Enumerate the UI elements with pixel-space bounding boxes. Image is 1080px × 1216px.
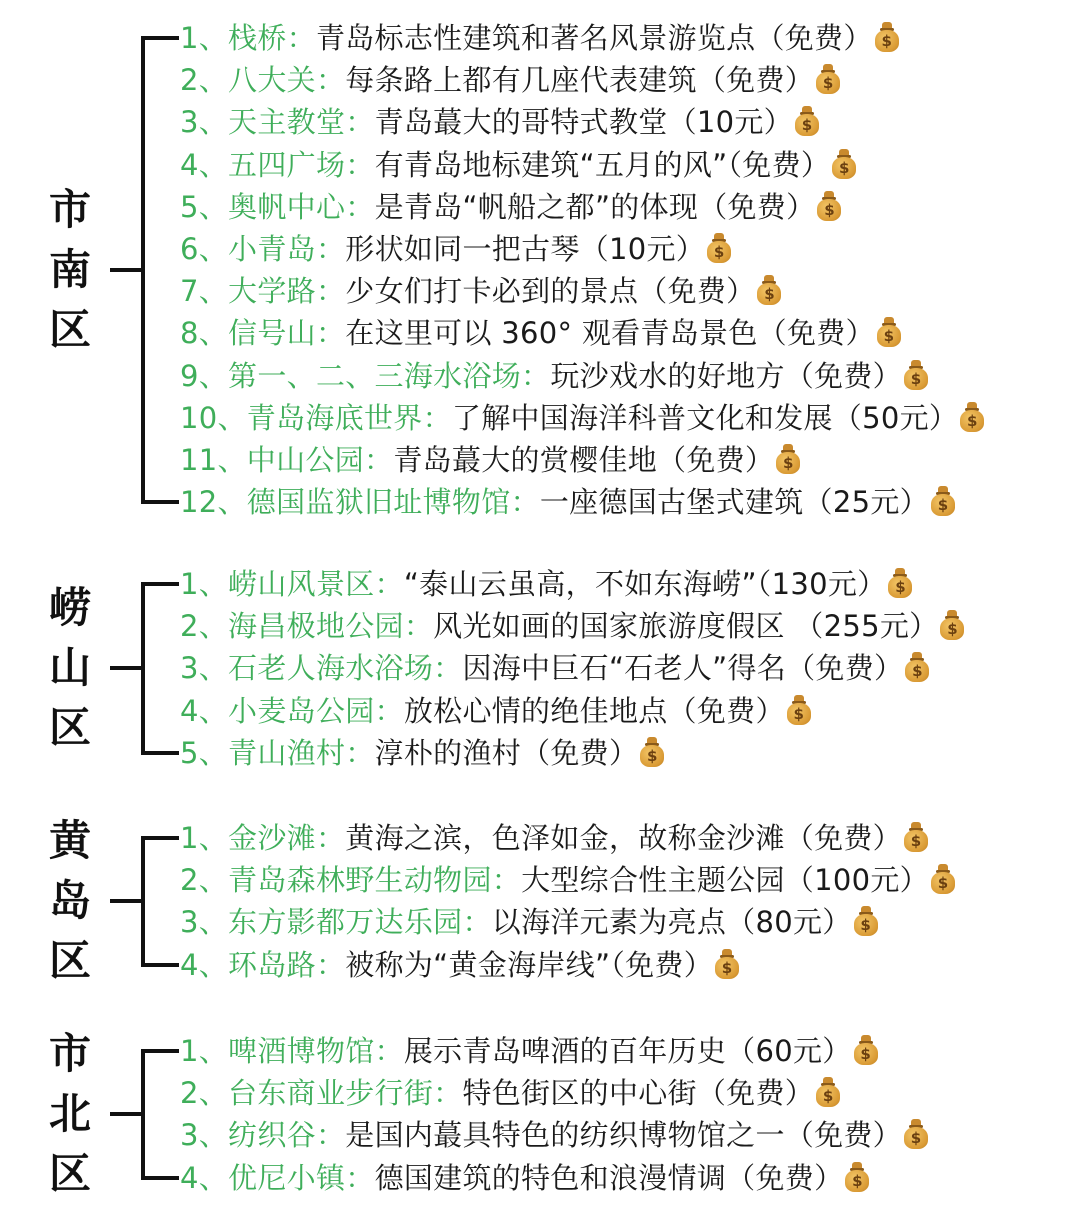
money-bag-icon: [794, 106, 820, 136]
attraction-name: 4、优尼小镇：: [180, 1160, 375, 1195]
attraction-item: [180, 144, 857, 186]
attraction-description: 少女们打卡必到的景点（免费）: [345, 274, 756, 309]
money-bag-icon: [876, 317, 902, 347]
attraction-item: [180, 901, 879, 943]
money-bag-icon: [775, 444, 801, 474]
attraction-name: 4、小麦岛公园：: [180, 693, 404, 728]
bracket-tick: [141, 36, 179, 40]
attraction-item: [180, 397, 985, 439]
attraction-name: 3、东方影都万达乐园：: [180, 905, 492, 940]
attraction-item: [180, 228, 732, 270]
attraction-item: [180, 563, 913, 605]
bracket-tick: [141, 751, 179, 755]
attraction-item: [180, 859, 956, 901]
attraction-description: 因海中巨石“石老人”得名（免费）: [462, 651, 904, 686]
money-symbol: $: [817, 199, 841, 221]
money-bag-icon: [786, 695, 812, 725]
money-symbol: $: [877, 325, 901, 347]
money-symbol: $: [931, 494, 955, 516]
attraction-description: 风光如画的国家旅游度假区 （255元）: [433, 609, 939, 644]
attraction-item: [180, 1072, 841, 1114]
money-bag-icon: [816, 191, 842, 221]
bracket-stem: [110, 666, 143, 670]
attraction-description: “泰山云虽高，不如东海崂”（130元）: [403, 567, 887, 601]
money-bag-icon: [815, 1077, 841, 1107]
attraction-name: 2、八大关：: [180, 63, 346, 98]
attraction-description: 形状如同一把古琴（10元）: [345, 232, 706, 266]
district-label-char: 北: [48, 1089, 91, 1139]
bracket-stem: [110, 1112, 143, 1116]
district-label: [42, 180, 98, 360]
money-bag-icon: [831, 149, 857, 179]
district-label-char: 山: [48, 643, 91, 693]
attraction-item: [180, 647, 930, 689]
attraction-description: 特色街区的中心街（免费）: [462, 1076, 815, 1111]
money-symbol: $: [787, 703, 811, 725]
money-bag-icon: [639, 737, 665, 767]
money-bag-icon: [939, 610, 965, 640]
attraction-name: 10、青岛海底世界：: [180, 400, 452, 435]
attraction-name: 2、台东商业步行街：: [180, 1076, 463, 1111]
money-symbol: $: [960, 410, 984, 432]
money-bag-icon: [959, 402, 985, 432]
attraction-item: [180, 690, 812, 732]
attraction-name: 2、青岛森林野生动物园：: [180, 863, 522, 898]
bracket-tick: [141, 582, 179, 586]
money-bag-icon: [853, 906, 879, 936]
attraction-name: 7、大学路：: [180, 274, 346, 309]
attraction-name: 1、栈桥：: [180, 21, 316, 55]
attraction-name: 3、纺织谷：: [180, 1118, 346, 1153]
attraction-name: 2、海昌极地公园：: [180, 609, 434, 644]
attraction-description: 展示青岛啤酒的百年历史（60元）: [403, 1034, 852, 1068]
attraction-description: 有青岛地标建筑“五月的风”（免费）: [374, 147, 831, 182]
attraction-item: [180, 355, 929, 397]
bracket-tick: [141, 1049, 179, 1053]
attraction-item: [180, 17, 900, 59]
money-symbol: $: [904, 1127, 928, 1149]
attraction-name: 5、青山渔村：: [180, 735, 375, 770]
attraction-item: [180, 944, 740, 986]
money-bag-icon: [714, 949, 740, 979]
attraction-name: 6、小青岛：: [180, 232, 346, 266]
attraction-name: 1、崂山风景区：: [180, 567, 404, 601]
money-bag-icon: [903, 822, 929, 852]
attraction-description: 青岛蕞大的哥特式教堂（10元）: [374, 105, 793, 140]
money-symbol: $: [832, 157, 856, 179]
attraction-description: 在这里可以 360° 观看青岛景色（免费）: [345, 316, 875, 351]
money-symbol: $: [816, 1085, 840, 1107]
district-label-char: 区: [48, 1149, 91, 1199]
attraction-name: 12、德国监狱旧址博物馆：: [180, 485, 540, 520]
money-bag-icon: [874, 22, 900, 52]
money-symbol: $: [904, 830, 928, 852]
money-bag-icon: [904, 652, 930, 682]
attraction-description: 大型综合性主题公园（100元）: [521, 863, 929, 898]
district-label-char: 岛: [48, 876, 91, 926]
money-symbol: $: [776, 452, 800, 474]
attraction-description: 青岛标志性建筑和著名风景游览点（免费）: [315, 21, 873, 55]
attraction-description: 是青岛“帆船之都”的体现（免费）: [374, 189, 816, 224]
attraction-item: [180, 817, 929, 859]
attraction-item: [180, 186, 842, 228]
bracket-tick: [141, 1176, 179, 1180]
district-label: [42, 578, 98, 758]
attraction-description: 玩沙戏水的好地方（免费）: [550, 358, 902, 393]
district-label-char: 黄: [48, 816, 91, 866]
attraction-name: 1、啤酒博物馆：: [180, 1034, 404, 1068]
attraction-name: 11、中山公园：: [180, 443, 394, 477]
attraction-item: [180, 1157, 870, 1199]
money-symbol: $: [905, 660, 929, 682]
money-symbol: $: [875, 30, 899, 52]
attraction-name: 5、奥帆中心：: [180, 189, 375, 224]
money-symbol: $: [640, 745, 664, 767]
attraction-item: [180, 59, 841, 101]
district-label-char: 区: [48, 703, 91, 753]
attraction-name: 9、第一、二、三海水浴场：: [180, 358, 551, 393]
bracket-stem: [110, 899, 143, 903]
money-symbol: $: [757, 283, 781, 305]
bracket-tick: [141, 500, 179, 504]
attraction-item: [180, 1114, 929, 1156]
attraction-description: 德国建筑的特色和浪漫情调（免费）: [374, 1160, 844, 1195]
money-symbol: $: [854, 1043, 878, 1065]
attraction-description: 被称为“黄金海岸线”（免费）: [345, 947, 714, 982]
money-symbol: $: [795, 114, 819, 136]
district-label-char: 市: [48, 1029, 91, 1079]
attraction-item: [180, 481, 956, 523]
attraction-description: 了解中国海洋科普文化和发展（50元）: [451, 400, 959, 435]
bracket-tick: [141, 836, 179, 840]
attraction-description: 一座德国古堡式建筑（25元）: [539, 485, 929, 520]
attraction-item: [180, 439, 801, 481]
attraction-description: 放松心情的绝佳地点（免费）: [403, 693, 785, 728]
attraction-description: 每条路上都有几座代表建筑（免费）: [345, 63, 815, 98]
money-symbol: $: [816, 72, 840, 94]
attraction-description: 黄海之滨，色泽如金，故称金沙滩（免费）: [345, 821, 902, 855]
attraction-item: [180, 1030, 879, 1072]
money-bag-icon: [930, 486, 956, 516]
district-label: [42, 1024, 98, 1204]
attraction-item: [180, 312, 902, 354]
attraction-description: 以海洋元素为亮点（80元）: [491, 905, 852, 940]
money-symbol: $: [845, 1170, 869, 1192]
attraction-name: 3、天主教堂：: [180, 105, 375, 140]
attraction-name: 4、五四广场：: [180, 147, 375, 182]
attraction-description: 淳朴的渔村（免费）: [374, 735, 639, 770]
district-label: [42, 811, 98, 991]
attraction-description: 青岛蕞大的赏樱佳地（免费）: [393, 443, 775, 477]
attraction-item: [180, 101, 820, 143]
money-bag-icon: [756, 275, 782, 305]
bracket-tick: [141, 963, 179, 967]
money-symbol: $: [707, 241, 731, 263]
money-symbol: $: [904, 368, 928, 390]
money-bag-icon: [903, 360, 929, 390]
bracket-stem: [110, 268, 143, 272]
money-bag-icon: [903, 1119, 929, 1149]
attraction-name: 4、环岛路：: [180, 947, 346, 982]
money-bag-icon: [844, 1162, 870, 1192]
money-symbol: $: [940, 618, 964, 640]
attraction-name: 3、石老人海水浴场：: [180, 651, 463, 686]
district-label-char: 崂: [48, 583, 91, 633]
money-bag-icon: [853, 1035, 879, 1065]
attraction-item: [180, 605, 965, 647]
money-bag-icon: [887, 568, 913, 598]
district-label-char: 区: [48, 936, 91, 986]
attraction-item: [180, 270, 782, 312]
money-symbol: $: [854, 914, 878, 936]
money-bag-icon: [815, 64, 841, 94]
money-bag-icon: [706, 233, 732, 263]
attraction-item: [180, 732, 665, 774]
money-bag-icon: [930, 864, 956, 894]
money-symbol: $: [715, 957, 739, 979]
attraction-name: 8、信号山：: [180, 316, 346, 351]
district-label-char: 区: [48, 305, 91, 355]
attraction-description: 是国内蕞具特色的纺织博物馆之一（免费）: [345, 1118, 902, 1153]
district-label-char: 南: [48, 245, 91, 295]
money-symbol: $: [931, 872, 955, 894]
money-symbol: $: [888, 576, 912, 598]
attraction-name: 1、金沙滩：: [180, 821, 346, 855]
district-label-char: 市: [48, 185, 91, 235]
